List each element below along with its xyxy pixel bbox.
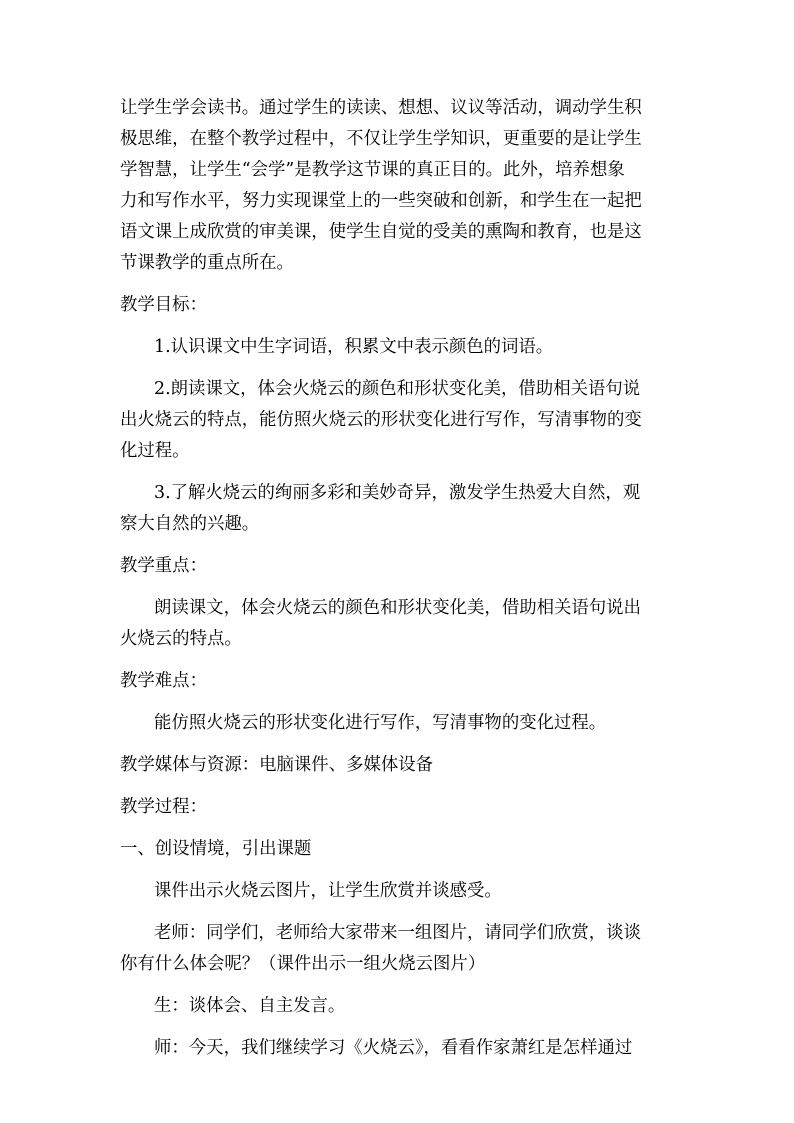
section-1-heading: 一、创设情境，引出课题 [120, 839, 312, 859]
text-line: 力和写作水平，努力实现课堂上的一些突破和创新，和学生在一起把 [120, 191, 642, 211]
text-line: 火烧云的特点。 [120, 629, 242, 649]
process-heading: 教学过程： [120, 797, 207, 817]
text-line: 朗读课文，体会火烧云的颜色和形状变化美，借助相关语句说出 [154, 598, 641, 618]
goals-heading: 教学目标： [120, 295, 207, 315]
goal-item-3 [120, 478, 680, 540]
text-line: 学智慧，让学生“会学”是教学这节课的真正目的。此外，培养想象 [120, 160, 625, 180]
teacher-dialogue-2 [120, 1033, 680, 1064]
difficulty-text [120, 708, 680, 739]
intro-paragraph [120, 93, 680, 279]
goal-item-1 [120, 332, 680, 363]
text-line: 出火烧云的特点，能仿照火烧云的形状变化进行写作，写清事物的变 [120, 410, 642, 430]
step-paragraph [120, 876, 680, 907]
text-line: 节课教学的重点所在。 [120, 253, 294, 273]
text-line: 师：今天，我们继续学习《火烧云》，看看作家萧红是怎样通过 [154, 1038, 633, 1058]
text-line: 课件出示火烧云图片，让学生欣赏并谈感受。 [154, 881, 502, 901]
document-page [120, 93, 680, 1075]
text-line: 能仿照火烧云的形状变化进行写作，写清事物的变化过程。 [154, 713, 607, 733]
text-line: 生：谈体会、自主发言。 [154, 996, 346, 1016]
text-line: 1.认识课文中生字词语，积累文中表示颜色的词语。 [154, 337, 554, 357]
text-line: 化过程。 [120, 441, 190, 461]
text-line: 3.了解火烧云的绚丽多彩和美妙奇异，激发学生热爱大自然，观 [154, 483, 641, 503]
goal-item-2 [120, 374, 680, 467]
text-line: 语文课上成欣赏的审美课，使学生自觉的受美的熏陶和教育，也是这 [120, 222, 642, 242]
text-line: 察大自然的兴趣。 [120, 514, 260, 534]
media-resources-line: 教学媒体与资源：电脑课件、多媒体设备 [120, 755, 434, 775]
student-dialogue-1 [120, 991, 680, 1022]
text-line: 你有什么体会呢？（课件出示一组火烧云图片） [120, 954, 486, 974]
difficulty-heading: 教学难点： [120, 671, 207, 691]
teacher-dialogue-1 [120, 918, 680, 980]
key-points-text [120, 593, 680, 655]
text-line: 2.朗读课文，体会火烧云的颜色和形状变化美，借助相关语句说 [154, 379, 641, 399]
key-points-heading: 教学重点： [120, 556, 207, 576]
text-line: 极思维，在整个教学过程中，不仅让学生学知识，更重要的是让学生 [120, 129, 642, 149]
text-line: 老师：同学们，老师给大家带来一组图片，请同学们欣赏，谈谈 [154, 923, 641, 943]
text-line: 让学生学会读书。通过学生的读读、想想、议议等活动，调动学生积 [120, 98, 642, 118]
